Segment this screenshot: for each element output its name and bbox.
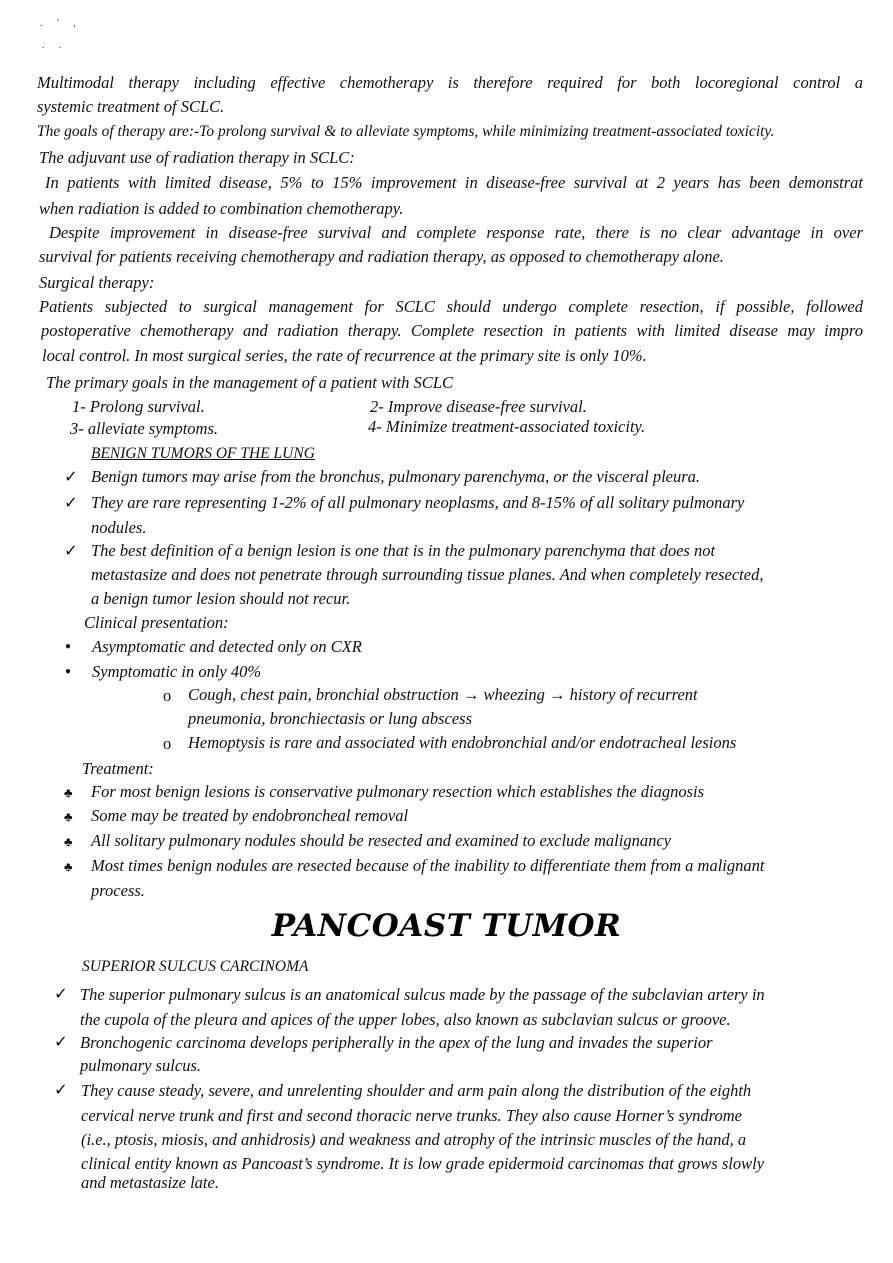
sub-bullet-icon: o	[163, 734, 172, 753]
sub-list-item-continued: pneumonia, bronchiectasis or lung abscess	[188, 709, 472, 728]
intro-line: systemic treatment of SCLC.	[37, 97, 225, 116]
club-bullet-icon: ♣	[64, 859, 73, 874]
check-icon: ✓	[54, 1080, 68, 1099]
list-item: Asymptomatic and detected only on CXR	[92, 637, 362, 656]
paragraph-line: In patients with limited disease, 5% to 15% improvement in disease-free survival at 2 years has been demonstrat	[45, 173, 863, 192]
clinical-heading: Clinical presentation:	[84, 613, 229, 632]
section-title: PANCOAST TUMOR	[271, 908, 622, 944]
check-icon: ✓	[64, 467, 78, 486]
goals-line: The goals of therapy are:-To prolong survival & to alleviate symptoms, while minimizing treatment-associated toxicity.	[37, 123, 775, 140]
check-icon: ✓	[64, 541, 78, 560]
paragraph-line: when radiation is added to combination chemotherapy.	[39, 199, 404, 218]
treatment-heading: Treatment:	[82, 759, 154, 778]
list-item-continued: process.	[91, 881, 145, 900]
sub-list-item: Hemoptysis is rare and associated with endobronchial and/or endotracheal lesions	[188, 733, 737, 752]
check-icon: ✓	[54, 984, 68, 1003]
scan-specks: . .	[42, 40, 68, 51]
list-item-continued: and metastasize late.	[81, 1173, 219, 1192]
intro-line: Multimodal therapy including effective chemotherapy is therefore required for both locoregional control a	[37, 73, 863, 92]
list-item: Symptomatic in only 40%	[92, 662, 262, 681]
scan-specks: . ' ,	[40, 18, 82, 29]
sub-list-item: Cough, chest pain, bronchial obstruction → wheezing → history of recurrent	[188, 685, 698, 704]
list-item-continued: the cupola of the pleura and apices of the upper lobes, also known as subclavian sulcus or groove.	[80, 1010, 731, 1029]
list-item: For most benign lesions is conservative pulmonary resection which establishes the diagnosis	[91, 782, 705, 801]
check-icon: ✓	[54, 1032, 68, 1051]
paragraph-line: postoperative chemotherapy and radiation therapy. Complete resection in patients with limited disease may impro	[41, 321, 863, 340]
list-item: They cause steady, severe, and unrelenting shoulder and arm pain along the distribution of the eighth	[81, 1081, 752, 1100]
list-item: All solitary pulmonary nodules should be resected and examined to exclude malignancy	[91, 831, 671, 850]
list-item: The superior pulmonary sulcus is an anatomical sulcus made by the passage of the subclavian artery in	[80, 985, 765, 1004]
paragraph-line: Patients subjected to surgical management for SCLC should undergo complete resection, if possible, followed	[39, 297, 863, 316]
club-bullet-icon: ♣	[64, 785, 73, 800]
check-icon: ✓	[64, 493, 78, 512]
pancoast-subheading: SUPERIOR SULCUS CARCINOMA	[82, 958, 309, 975]
bullet-icon: ●	[65, 641, 72, 652]
list-item: Bronchogenic carcinoma develops peripherally in the apex of the lung and invades the superior	[80, 1033, 713, 1052]
surgical-heading: Surgical therapy:	[39, 273, 155, 292]
list-item-continued: nodules.	[91, 518, 147, 537]
adjuvant-heading: The adjuvant use of radiation therapy in SCLC:	[39, 148, 355, 167]
list-item-continued: pulmonary sulcus.	[80, 1056, 201, 1075]
sub-bullet-icon: o	[163, 686, 172, 705]
list-item: The best definition of a benign lesion is one that is in the pulmonary parenchyma that does not	[91, 541, 716, 560]
list-item-continued: cervical nerve trunk and first and second thoracic nerve trunks. They also cause Horner’s syndrome	[81, 1106, 742, 1125]
paragraph-line: survival for patients receiving chemotherapy and radiation therapy, as opposed to chemotherapy alone.	[39, 247, 724, 266]
goal-item: 4- Minimize treatment-associated toxicity.	[368, 417, 646, 436]
club-bullet-icon: ♣	[64, 809, 73, 824]
goal-item: 1- Prolong survival.	[72, 397, 205, 416]
list-item: They are rare representing 1-2% of all pulmonary neoplasms, and 8-15% of all solitary pulmonary	[91, 493, 745, 512]
club-bullet-icon: ♣	[64, 834, 73, 849]
list-item: Some may be treated by endobroncheal removal	[91, 806, 409, 825]
paragraph-line: Despite improvement in disease-free survival and complete response rate, there is no clear advantage in over	[49, 223, 863, 242]
list-item-continued: clinical entity known as Pancoast’s syndrome. It is low grade epidermoid carcinomas that grows slowly	[81, 1154, 765, 1173]
paragraph-line: local control. In most surgical series, the rate of recurrence at the primary site is only 10%.	[42, 346, 647, 365]
goal-item: 2- Improve disease-free survival.	[370, 397, 587, 416]
list-item-continued: a benign tumor lesion should not recur.	[91, 589, 351, 608]
goal-item: 3- alleviate symptoms.	[70, 419, 219, 438]
list-item: Most times benign nodules are resected because of the inability to differentiate them from a malignant	[91, 856, 765, 875]
list-item-continued: metastasize and does not penetrate through surrounding tissue planes. And when completely resected,	[91, 565, 764, 584]
primary-goals-heading: The primary goals in the management of a patient with SCLC	[46, 373, 453, 392]
list-item-continued: (i.e., ptosis, miosis, and anhidrosis) and weakness and atrophy of the intrinsic muscles of the hand, a	[81, 1130, 747, 1149]
bullet-icon: ●	[65, 666, 72, 677]
list-item: Benign tumors may arise from the bronchus, pulmonary parenchyma, or the visceral pleura.	[91, 467, 701, 486]
benign-heading: BENIGN TUMORS OF THE LUNG	[91, 445, 315, 462]
